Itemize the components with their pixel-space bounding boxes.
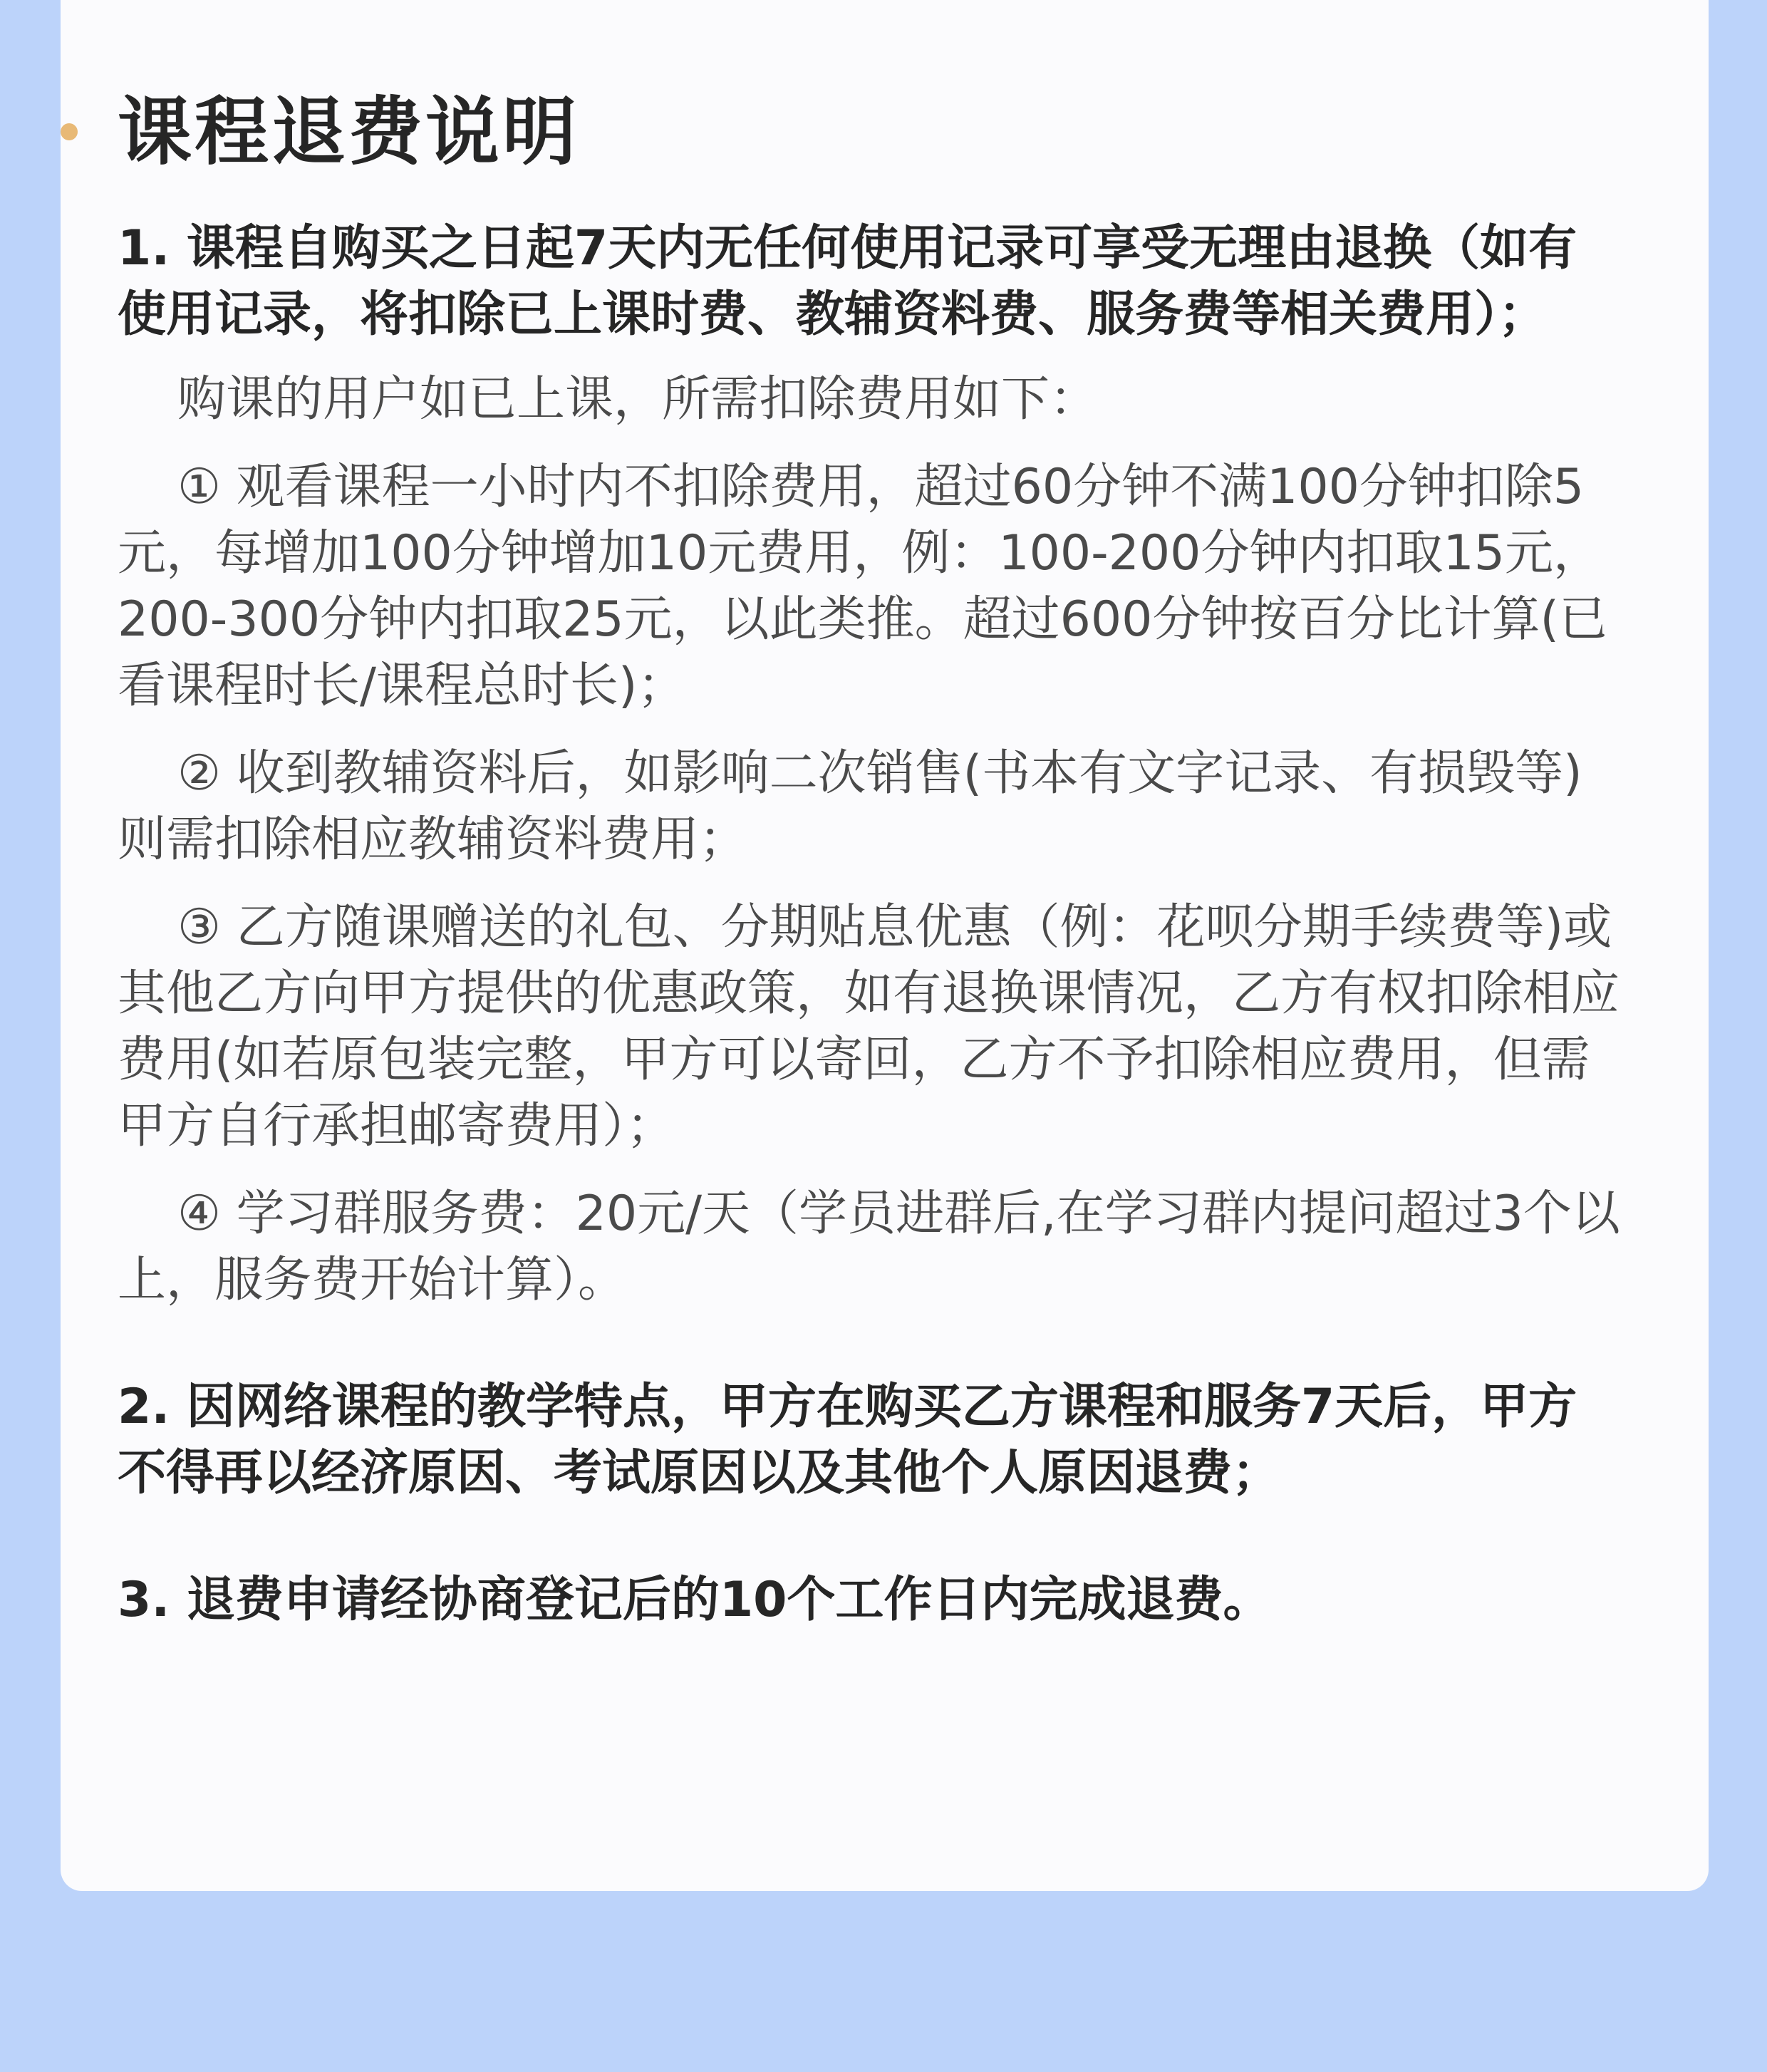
policy-content	[118, 215, 1621, 1633]
policy-item-1: 1. 课程自购买之日起7天内无任何使用记录可享受无理由退换（如有使用记录，将扣除已上课时费、教辅资料费、服务费等相关费用）；	[118, 220, 1577, 343]
deduction-intro: 购课的用户如已上课，所需扣除费用如下：	[177, 371, 1099, 428]
page-title: 课程退费说明	[118, 88, 580, 175]
title-row	[61, 78, 579, 185]
policy-item-3: 3. 退费申请经协商登记后的10个工作日内完成退费。	[118, 1572, 1272, 1628]
deduction-item-4: ④ 学习群服务费：20元/天（学员进群后,在学习群内提问超过3个以上，服务费开始计算）。	[118, 1186, 1620, 1308]
deduction-item-1: ① 观看课程一小时内不扣除费用，超过60分钟不满100分钟扣除5元，每增加100分钟增加10元费用，例：100-200分钟内扣取15元，200-300分钟内扣取25元，以此类推。超过600分钟按百分比计算(已看课程时长/课程总时长)；	[118, 459, 1607, 714]
policy-item-2: 2. 因网络课程的教学特点，甲方在购买乙方课程和服务7天后，甲方不得再以经济原因、考试原因以及其他个人原因退费；	[118, 1379, 1577, 1501]
deduction-item-2: ② 收到教辅资料后，如影响二次销售(书本有文字记录、有损毁等)则需扣除相应教辅资料费用；	[118, 745, 1582, 868]
deduction-item-3: ③ 乙方随课赠送的礼包、分期贴息优惠（例：花呗分期手续费等)或其他乙方向甲方提供的优惠政策，如有退换课情况，乙方有权扣除相应费用(如若原包装完整，甲方可以寄回，乙方不予扣除相应费用，但需甲方自行承担邮寄费用）；	[118, 899, 1620, 1154]
bullet-dot-icon	[61, 123, 78, 140]
